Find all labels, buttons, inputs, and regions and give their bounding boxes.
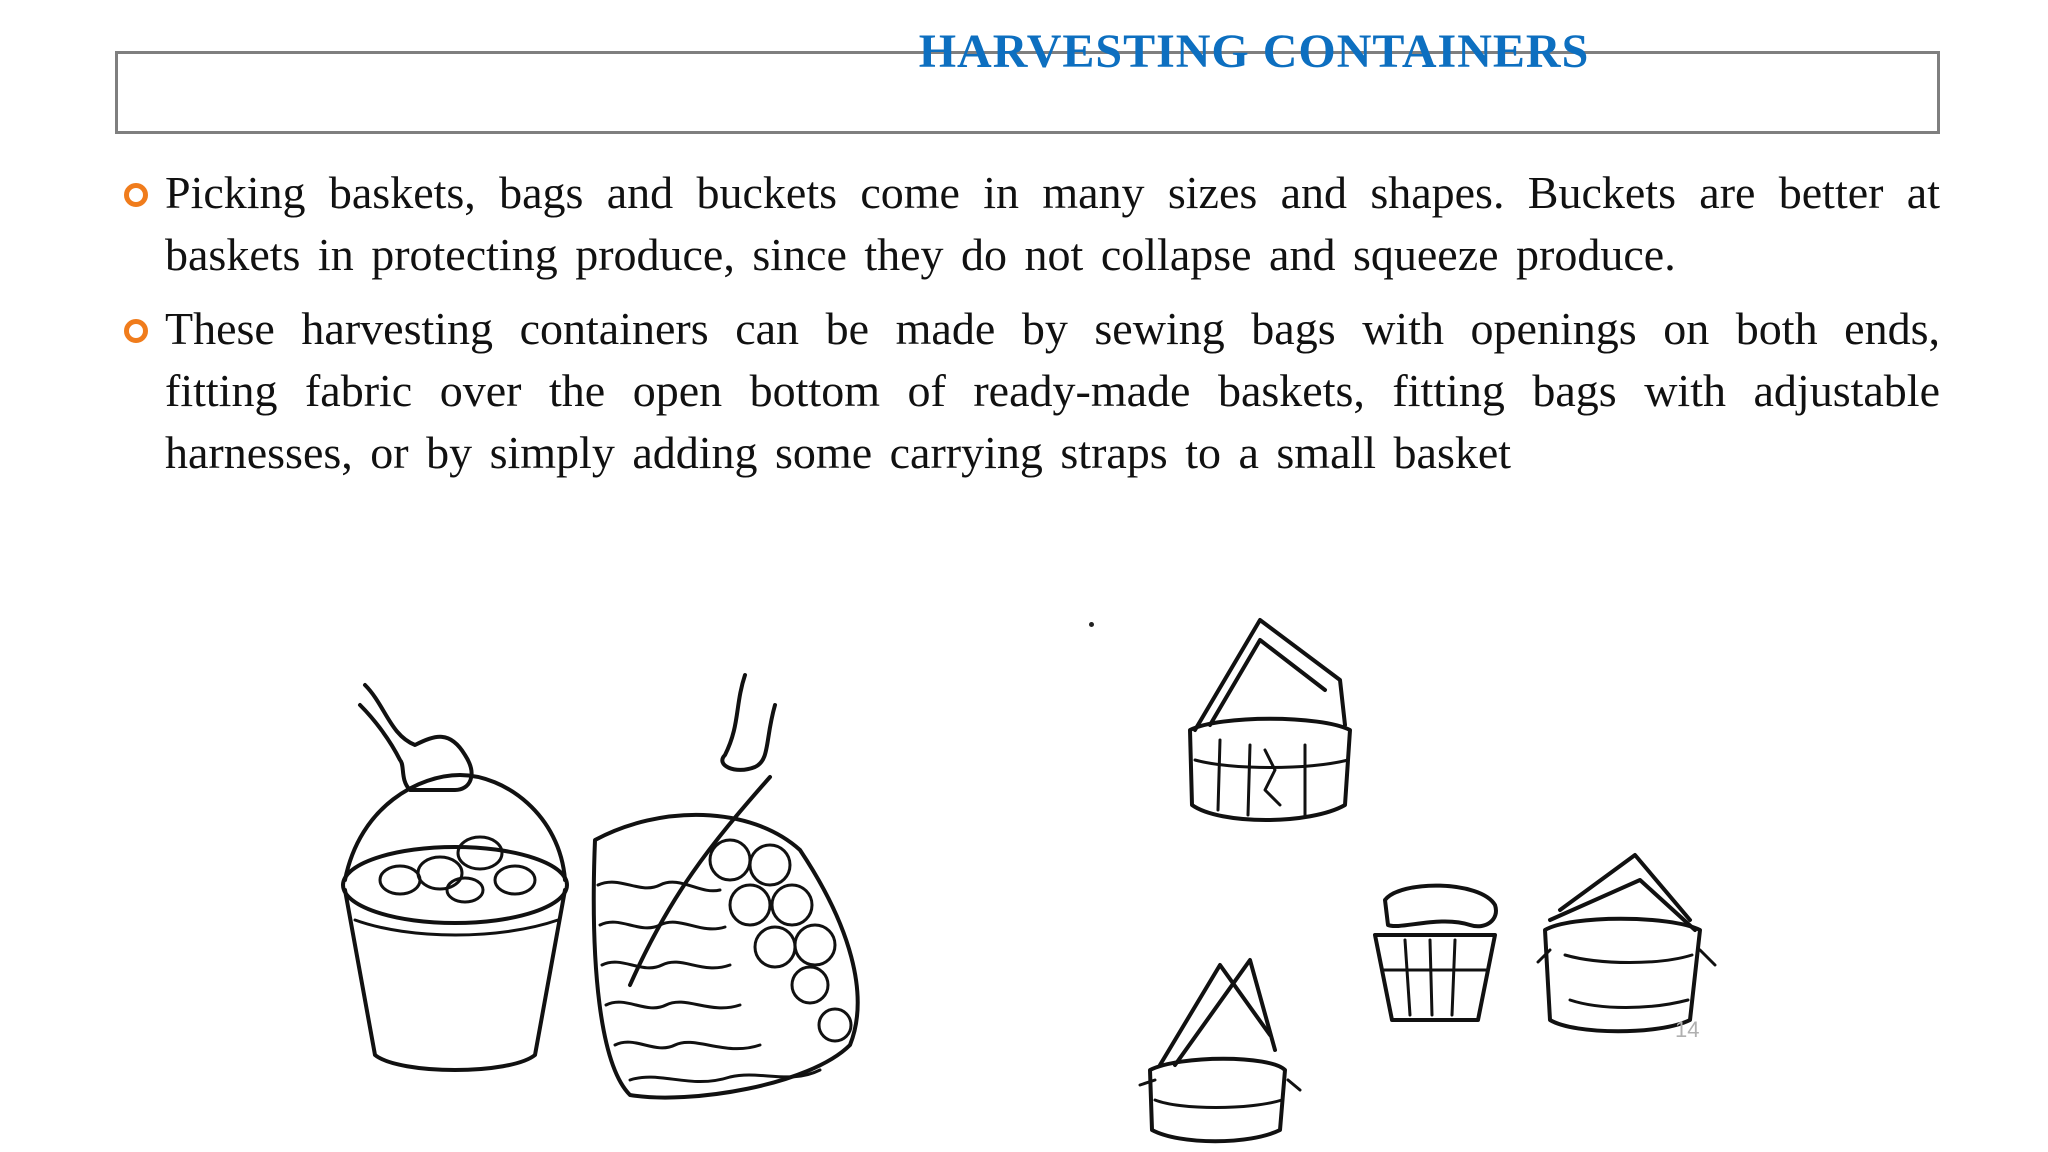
slide-title: HARVESTING CONTAINERS: [918, 25, 1590, 78]
bullet-item: [120, 162, 1940, 286]
stray-dot: [1089, 622, 1094, 627]
bullet-ring-icon: [124, 319, 148, 343]
bullet-text: Picking baskets, bags and buckets come in many sizes and shapes. Buckets are better at baskets in protecting produce, since they do not collapse and squeeze produce.: [165, 167, 1940, 280]
bullet-list: [120, 162, 1940, 496]
page-number: 14: [1675, 1017, 1700, 1042]
bullet-ring-icon: [124, 183, 148, 207]
bullet-item: [120, 298, 1940, 484]
bullet-text: These harvesting containers can be made by sewing bags with openings on both ends, fitting fabric over the open bottom of ready-made baskets, fitting bags with adjustable harnesses, or by simply adding some carrying straps to a small basket: [165, 303, 1940, 478]
strapped-baskets-illustration: [1100, 610, 1740, 1150]
bucket-and-basket-illustration: [330, 665, 890, 1125]
